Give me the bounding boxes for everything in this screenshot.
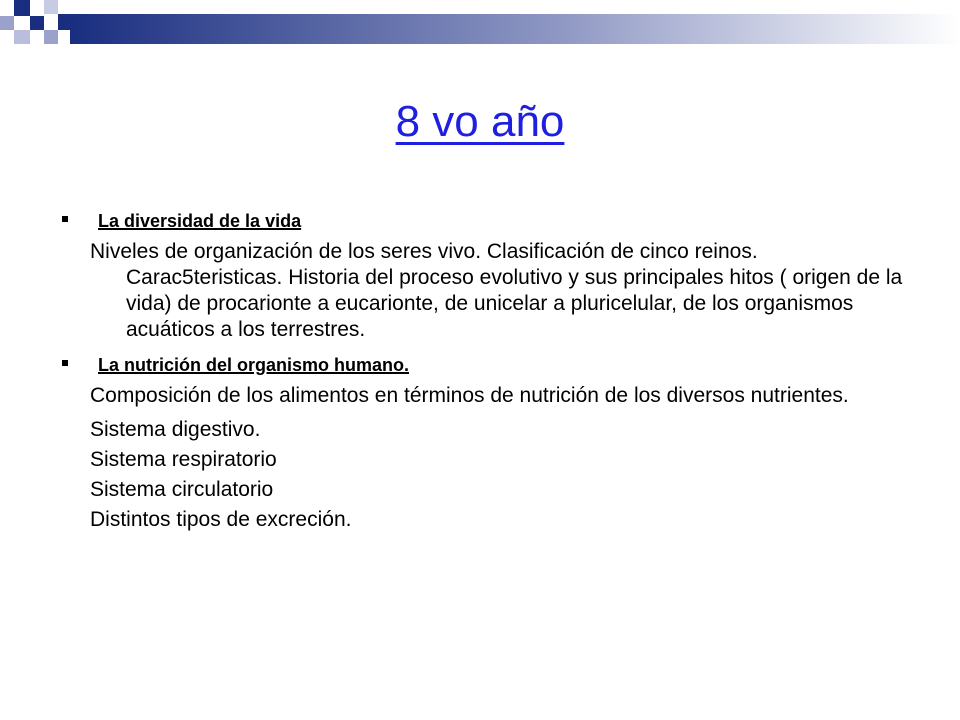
square-bullet-icon	[62, 216, 68, 222]
slide-content	[56, 205, 916, 535]
section-heading: La diversidad de la vida	[98, 211, 302, 231]
square-bullet-icon	[62, 360, 68, 366]
list-line: Sistema digestivo.	[90, 418, 261, 441]
bullet-item	[56, 205, 916, 235]
title-link[interactable]: 8 vo año	[395, 97, 565, 146]
bullet-item	[56, 349, 916, 379]
list-line: Distintos tipos de excreción.	[90, 508, 352, 531]
list-line: Sistema circulatorio	[90, 478, 274, 501]
slide-title	[0, 92, 960, 152]
section-heading: La nutrición del organismo humano.	[98, 355, 410, 375]
section-text: Niveles de organización de los seres vivo. Clasificación de cinco reinos. Carac5teristicas. Historia del proceso evolutivo y sus principales hitos ( origen de la vida) de procarionte a eucarionte, de unicelar a pluricelular, de los organismos acuáticos a los terrestres.	[90, 240, 903, 341]
section-text: Composición de los alimentos en términos de nutrición de los diversos nutrientes.	[90, 384, 849, 407]
header-decoration	[0, 0, 960, 60]
list-line: Sistema respiratorio	[90, 448, 277, 471]
